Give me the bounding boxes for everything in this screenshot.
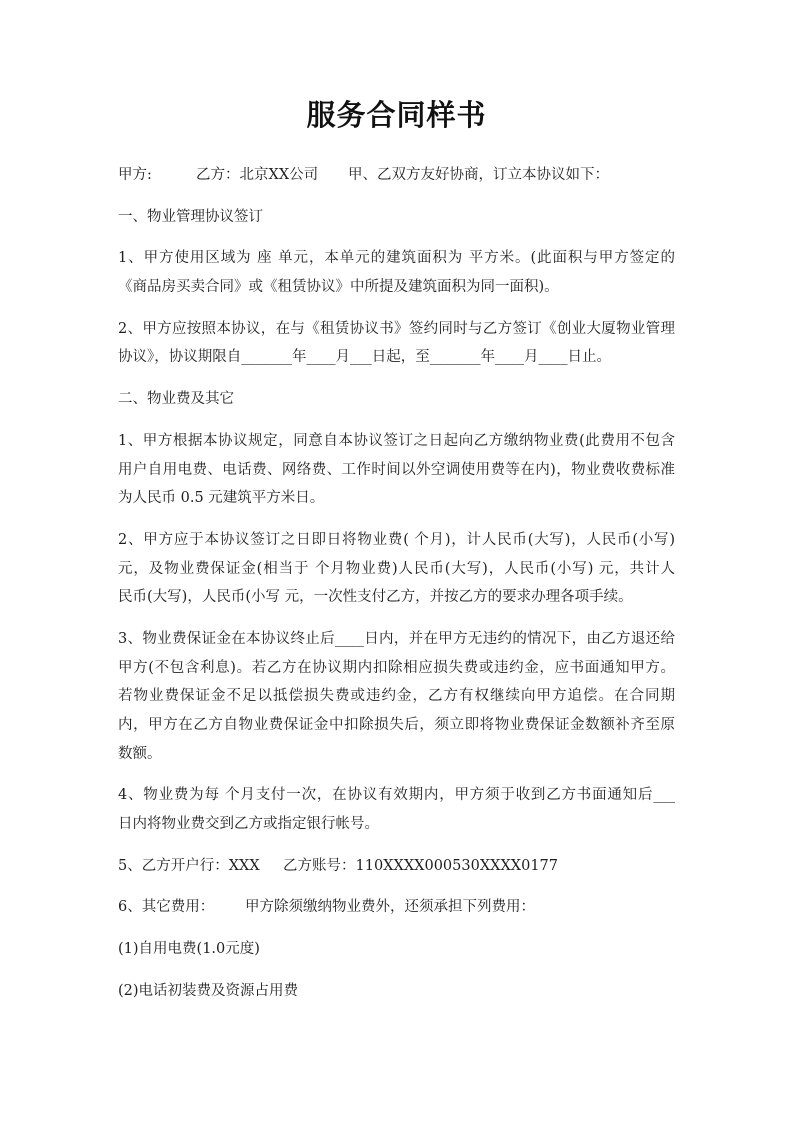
section-heading: 二、物业费及其它 xyxy=(118,391,234,408)
clause-line: 用户自用电费、电话费、网络费、工作时间以外空调使用费等在内)，物业费收费标准 xyxy=(118,461,675,478)
clause-line: 4、物业费为每 个月支付一次，在协议有效期内，甲方须于收到乙方书面通知后___ xyxy=(118,787,675,804)
clause-line: 为人民币 0.5 元建筑平方米日。 xyxy=(118,490,325,507)
clause-line: 日内将物业费交到乙方或指定银行帐号。 xyxy=(118,816,379,833)
section-2-heading xyxy=(118,385,675,414)
clause-line: 1、甲方使用区域为 座 单元，本单元的建筑面积为 平方米。(此面积与甲方签定的 xyxy=(118,250,675,267)
other-fees-label: 6、其它费用： xyxy=(118,899,215,916)
party-b-label: 乙方：北京XX公司 xyxy=(196,167,319,183)
section-heading: 一、物业管理协议签订 xyxy=(118,208,263,225)
clause-line: 数额。 xyxy=(118,745,162,762)
list-item: (2)电话初装费及资源占用费 xyxy=(118,982,299,999)
clause-2-1 xyxy=(118,427,675,513)
clause-line: 协议》，协议期限自_______年____月___日起，至_______年____月____日止。 xyxy=(118,349,611,366)
list-item: (1)自用电费(1.0元度) xyxy=(118,941,260,958)
other-fees-text: 甲方除须缴纳物业费外，还须承担下列费用： xyxy=(245,899,535,916)
fee-item-1 xyxy=(118,935,675,964)
clause-line: 内，甲方在乙方自物业费保证金中扣除损失后，须立即将物业费保证金数额补齐至原 xyxy=(118,717,675,733)
clause-2-4 xyxy=(118,781,675,838)
document-body xyxy=(118,161,675,1019)
clause-2-5 xyxy=(118,852,675,881)
fee-item-2 xyxy=(118,977,675,1006)
bank-name: 5、乙方开户行：XXX xyxy=(118,857,260,874)
clause-line: 3、物业费保证金在本协议终止后____日内，并在甲方无违约的情况下，由乙方退还给 xyxy=(118,630,675,647)
agreement-intro: 甲、乙双方友好协商，订立本协议如下： xyxy=(348,167,609,183)
clause-2-6 xyxy=(118,893,675,922)
clause-1-2 xyxy=(118,315,675,372)
clause-line: 民币(大写)，人民币(小写 元，一次性支付乙方，并按乙方的要求办理各项手续。 xyxy=(118,589,633,606)
document-title: 服务合同样书 xyxy=(306,98,487,132)
clause-2-2 xyxy=(118,526,675,612)
clause-2-3 xyxy=(118,625,675,768)
party-a-label: 甲方: xyxy=(118,167,152,183)
section-1-heading xyxy=(118,203,675,232)
parties-line xyxy=(118,161,675,190)
clause-line: 2、甲方应于本协议签订之日即日将物业费( 个月)，计人民币(大写)，人民币(小写) xyxy=(118,531,675,548)
bank-account: 乙方账号：110XXXX000530XXXX0177 xyxy=(283,857,559,874)
clause-line: 《商品房买卖合同》或《租赁协议》中所提及建筑面积为同一面积)。 xyxy=(118,279,559,296)
clause-line: 2、甲方应按照本协议，在与《租赁协议书》签约同时与乙方签订《创业大厦物业管理 xyxy=(118,320,675,337)
clause-line: 元，及物业费保证金(相当于 个月物业费)人民币(大写)，人民币(小写) 元，共计人 xyxy=(118,560,675,577)
clause-line: 甲方(不包含利息)。若乙方在协议期内扣除相应损失费或违约金，应书面通知甲方。 xyxy=(118,659,675,676)
clause-line: 若物业费保证金不足以抵偿损失费或违约金，乙方有权继续向甲方追偿。在合同期 xyxy=(118,688,675,705)
clause-line: 1、甲方根据本协议规定，同意自本协议签订之日起向乙方缴纳物业费(此费用不包含 xyxy=(118,432,675,449)
clause-1-1 xyxy=(118,244,675,301)
